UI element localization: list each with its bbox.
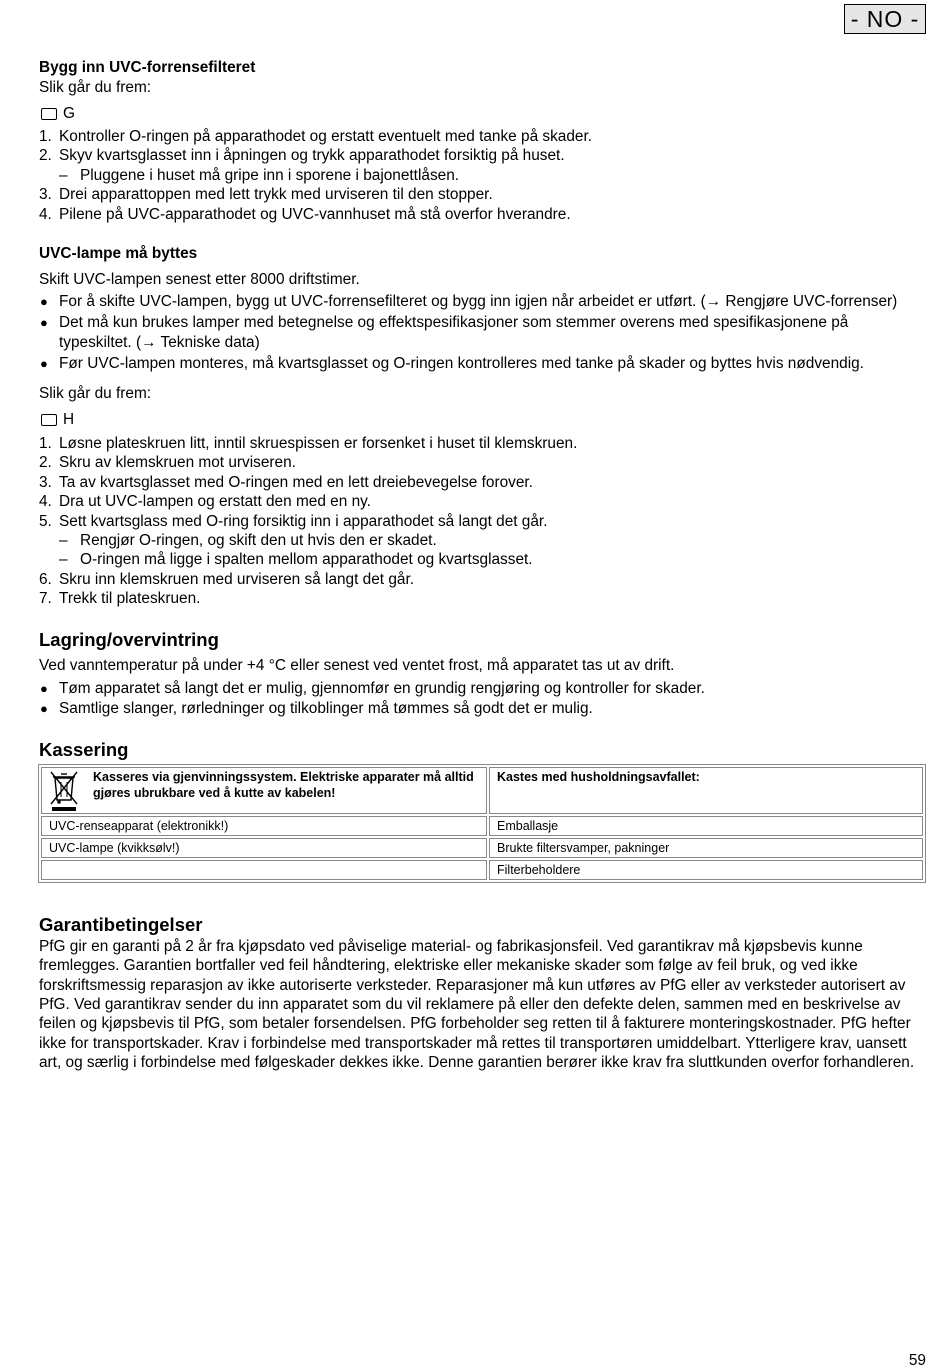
list-item: 7. Trekk til plateskruen. [39,590,201,608]
warranty-title: Garantibetingelser [39,913,203,935]
sub-list-item: – Pluggene i huset må gripe inn i sporene i bajonettlåsen. [59,166,460,184]
figure-reference-g [39,104,925,124]
crossed-out-wheelie-bin-icon [47,770,81,812]
list-item: 1. Løsne plateskruen litt, inntil skruespissen er forsenket i huset til klemskruen. [39,435,578,453]
disposal-household-header: Kastes med husholdningsavfallet: [489,767,923,814]
list-item: 2. Skru av klemskruen mot urviseren. [39,454,296,472]
install-title: Bygg inn UVC-forrensefilteret [39,59,256,76]
list-item: 6. Skru inn klemskruen med urviseren så langt det går. [39,570,415,588]
table-cell [41,860,487,880]
list-item: ● Det må kun brukes lamper med betegnelse og effektspesifikasjoner som stemmer overens med spesifikasjonene på typeskiltet. (→ Tekniske data) [40,313,849,352]
table-row [41,838,923,858]
figure-icon [41,414,57,426]
install-steps [39,127,925,224]
table-cell: UVC-lampe (kvikksølv!) [41,838,487,858]
table-row [41,767,923,814]
table-cell: Emballasje [489,816,923,836]
table-cell [41,767,487,814]
lamp-howto: Slik går du frem: [39,385,152,403]
list-item: 1. Kontroller O-ringen på apparathodet og erstatt eventuelt med tanke på skader. [39,128,593,145]
language-marker: - NO - [844,4,926,34]
table-cell: Filterbeholdere [489,860,923,880]
lamp-steps [39,434,925,609]
list-item: 2. Skyv kvartsglasset inn i åpningen og trykk apparathodet forsiktig på huset. [39,147,565,165]
table-cell: UVC-renseapparat (elektronikk!) [41,816,487,836]
figure-reference-h [39,410,925,430]
list-item: ● Samtlige slanger, rørledninger og tilkoblinger må tømmes så godt det er mulig. [40,700,593,718]
lamp-title: UVC-lampe må byttes [39,245,198,263]
sub-list-item: – O-ringen må ligge i spalten mellom apparathodet og kvartsglasset. [59,551,533,569]
list-item: 3. Drei apparattoppen med lett trykk med urviseren til den stopper. [39,186,493,204]
disposal-recycle-header: Kasseres via gjenvinningssystem. Elektriske apparater må alltid gjøres ubrukbare ved å kutte av kabelen! [93,769,474,800]
install-howto: Slik går du frem: [39,79,152,96]
storage-intro: Ved vanntemperatur på under +4 °C eller senest ved ventet frost, må apparatet tas ut av drift. [39,656,675,674]
lamp-intro: Skift UVC-lampen senest etter 8000 driftstimer. [39,271,360,289]
list-item: ● For å skifte UVC-lampen, bygg ut UVC-forrensefilteret og bygg inn igjen når arbeidet er utført. (→ Rengjøre UVC-forrenser) [40,293,898,311]
page-number: 59 [908,1352,926,1369]
storage-bullets [39,679,925,720]
disposal-table [38,764,926,883]
sub-list-item: – Rengjør O-ringen, og skift den ut hvis den er skadet. [59,532,437,550]
figure-icon [41,108,57,120]
storage-title: Lagring/overvintring [39,628,219,650]
table-cell: Brukte filtersvamper, pakninger [489,838,923,858]
table-row [41,816,923,836]
page-content [39,58,925,1073]
lamp-bullets [39,292,925,374]
list-item: 3. Ta av kvartsglasset med O-ringen med en lett dreiebevegelse forover. [39,473,533,491]
warranty-text: PfG gir en garanti på 2 år fra kjøpsdato ved påviselige material- og fabrikasjonsfeil. Ved garantikrav må kjøpsbevis kunne fremlegges. Garantien bortfaller ved feil håndtering, elektriske eller mekaniske skader som følge av feil bruk, og ved ikke forskriftsmessig reparasjon av ikke autoriserte verksteder. Reparasjoner må kun utføres av PfG eller av verksteder autorisert av PfG. Ved garantikrav sender du inn apparatet som du vil reklamere på eller den defekte delen, sammen med en beskrivelse av feilen og kjøpsbevis til PfG, som betaler forsendelsen. PfG forbeholder seg retten til å fakturere monteringskostnader. PfG hefter ikke for transportskader. Krav i forbindelse med transportskader må rettes til transportøren umiddelbart. Ytterligere krav, uansett art, og særlig i forbindelse med følgeskader dekkes ikke. Denne garantien berører ikke krav fra sluttkunden overfor forhandleren. [39,937,915,1072]
figure-label: H [63,411,75,429]
list-item: 4. Dra ut UVC-lampen og erstatt den med en ny. [39,493,371,511]
list-item: ● Tøm apparatet så langt det er mulig, gjennomfør en grundig rengjøring og kontroller for skader. [40,679,705,697]
table-row [41,860,923,880]
list-item: ● Før UVC-lampen monteres, må kvartsglasset og O-ringen kontrolleres med tanke på skader og byttes hvis nødvendig. [40,354,864,372]
disposal-title: Kassering [39,738,129,760]
figure-label: G [63,105,75,122]
list-item: 5. Sett kvartsglass med O-ring forsiktig inn i apparathodet så langt det går. [39,512,548,530]
list-item: 4. Pilene på UVC-apparathodet og UVC-vannhuset må stå overfor hverandre. [39,205,571,223]
